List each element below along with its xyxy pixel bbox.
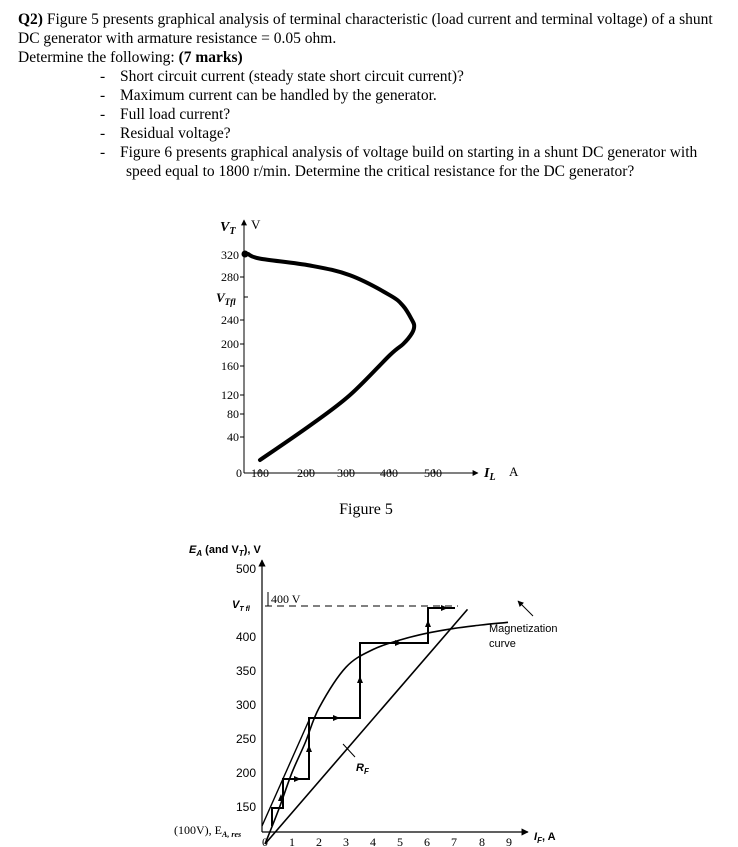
fig5-y-tick-label: 40 — [227, 430, 239, 444]
fig6-critical-resistance-line — [262, 718, 310, 826]
fig5-y-tick-label: 160 — [221, 359, 239, 373]
fig6-x-tick-label: 4 — [370, 835, 376, 847]
figure5 — [216, 217, 519, 518]
fig6-x-tick-label: 2 — [316, 835, 322, 847]
fig5-x-tick-label: 200 — [297, 466, 315, 480]
fig6-400v-label: 400 V — [271, 592, 301, 606]
question-number: Q2) — [18, 11, 43, 28]
fig6-vtfl-label: $V_{T fl}$ — [232, 599, 250, 613]
fig5-y-axis-symbol: $V_T$ — [220, 220, 236, 237]
fig6-x-tick-label: 8 — [479, 835, 485, 847]
fig6-x-tick-label: 6 — [424, 835, 430, 847]
fig5-y-tick-label: 120 — [221, 388, 239, 402]
fig5-y-tick-label: 280 — [221, 270, 239, 284]
task-item: - Full load current? — [100, 106, 231, 123]
task-item: - Residual voltage? — [100, 125, 231, 142]
fig5-x-tick-label: 500 — [424, 466, 442, 480]
fig6-y-tick-label: 400 — [235, 630, 256, 644]
fig5-x-axis-symbol: $I_L$ — [484, 466, 496, 483]
fig6-magnetization-label-line2: curve — [489, 638, 516, 650]
fig6-y-tick-label: 300 — [235, 698, 256, 712]
fig5-vtfl-label: $V_{Tfl}$ — [216, 290, 236, 307]
fig5-x-axis-unit: A — [509, 464, 519, 479]
task-text: Maximum current can be handled by the generator. — [120, 87, 437, 104]
fig6-y-tick-label: 200 — [235, 766, 256, 780]
fig5-x-tick-label: 300 — [337, 466, 355, 480]
fig5-x-tick-label: 100 — [251, 466, 269, 480]
figure6 — [174, 544, 558, 847]
fig6-rf-label: $R_F$ — [356, 762, 369, 776]
task-text: Figure 6 presents graphical analysis of voltage build on starting in a shunt DC generator with speed equal to 1800 r/min. Determine the critical resistance for the DC generator? — [120, 144, 698, 180]
fig6-y-tick-label: 150 — [235, 800, 256, 814]
task-item: - Short circuit current (steady state short circuit current)? — [100, 68, 464, 85]
fig6-magnetization-curve — [265, 622, 508, 844]
fig6-x-axis-label: $I_F$, A — [534, 831, 556, 845]
fig5-terminal-curve — [248, 254, 414, 460]
fig6-magnetization-label-line1: Magnetization — [489, 623, 558, 635]
fig6-residual-label: (100V), $E_{A, res}$ — [174, 823, 242, 839]
fig5-x-tick-label: 400 — [380, 466, 398, 480]
fig6-y-tick-label: 500 — [235, 562, 256, 576]
task-text: Full load current? — [120, 106, 231, 123]
fig6-x-tick-label: 1 — [289, 835, 295, 847]
fig6-buildup-staircase — [272, 608, 455, 826]
marks-label: (7 marks) — [178, 49, 243, 66]
fig5-caption: Figure 5 — [339, 501, 393, 518]
task-text: Short circuit current (steady state short circuit current)? — [120, 68, 464, 85]
fig5-y-tick-label: 320 — [221, 248, 239, 262]
determine-text: Determine the following: — [18, 49, 179, 66]
fig6-y-tick-label: 350 — [235, 664, 256, 678]
fig6-x-tick-label: 9 — [506, 835, 512, 847]
task-text: Residual voltage? — [120, 125, 231, 142]
fig6-x-tick-label: 5 — [397, 835, 403, 847]
fig5-start-point — [242, 251, 249, 258]
task-item: - Maximum current can be handled by the generator. — [100, 87, 437, 104]
fig6-y-tick-label: 250 — [235, 732, 256, 746]
fig5-y-axis-unit: V — [251, 217, 261, 232]
fig5-x-tick-label: 0 — [236, 466, 242, 480]
fig6-field-resistance-line — [265, 609, 468, 844]
fig5-y-tick-label: 80 — [227, 407, 239, 421]
question-intro-text: Figure 5 presents graphical analysis of terminal characteristic (load current and terminal voltage) of a shunt DC generator with armature resistance = 0.05 ohm. — [18, 11, 713, 47]
fig6-magnetization-pointer — [518, 601, 533, 616]
fig5-y-tick-label: 200 — [221, 337, 239, 351]
task-item: - Figure 6 presents graphical analysis of voltage build on starting in a shunt DC generator with speed equal to 1800 r/min. Determine the critical resistance for the DC generator? — [100, 144, 698, 180]
fig6-x-tick-label: 3 — [343, 835, 349, 847]
fig6-x-ticks — [262, 835, 512, 847]
fig6-y-axis-label: $E_A$ (and $V_T$), V — [189, 544, 261, 558]
fig5-y-tick-label: 240 — [221, 313, 239, 327]
fig6-x-tick-label: 0 — [262, 835, 268, 847]
fig6-x-tick-label: 7 — [451, 835, 457, 847]
